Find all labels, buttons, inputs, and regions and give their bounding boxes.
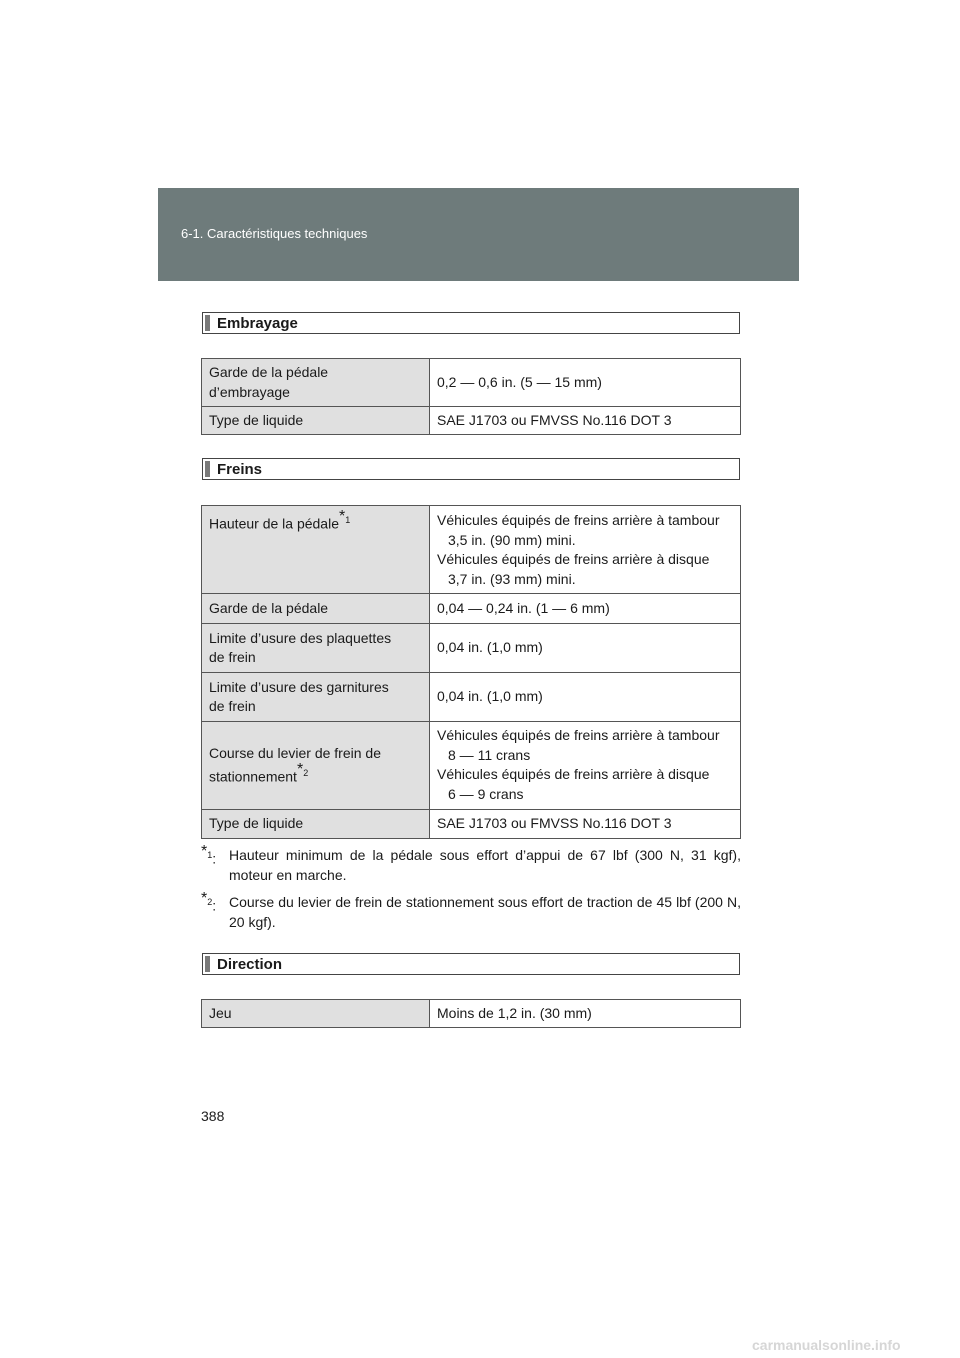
footnote-1 [201,843,741,885]
steering-spec-table [201,999,741,1028]
section-title-steering [202,953,740,975]
section-marker [205,956,210,972]
spec-label: Type de liquide [202,407,430,435]
spec-label: Limite d’usure des plaquettes de frein [202,624,430,673]
table-row [202,624,741,673]
spec-value: SAE J1703 ou FMVSS No.116 DOT 3 [430,407,741,435]
page-number: 388 [201,1108,225,1124]
table-row [202,506,741,594]
brakes-spec-table [201,505,741,839]
spec-value: 0,2 — 0,6 in. (5 — 15 mm) [430,359,741,407]
table-row [202,594,741,624]
footnote-text: Hauteur minimum de la pédale sous effort d’appui de 67 lbf (300 N, 31 kgf), moteur en marche. [229,847,741,883]
table-row [202,407,741,435]
spec-value: Véhicules équipés de freins arrière à tambour 8 — 11 crans Véhicules équipés de freins arrière à disque 6 — 9 crans [430,722,741,810]
spec-value: SAE J1703 ou FMVSS No.116 DOT 3 [430,810,741,839]
section-title-text: Embrayage [217,315,298,332]
spec-value: 0,04 in. (1,0 mm) [430,624,741,673]
spec-label: Limite d’usure des garnitures de frein [202,673,430,722]
section-marker [205,461,210,477]
clutch-spec-table [201,358,741,435]
spec-label: Type de liquide [202,810,430,839]
table-row [202,722,741,810]
spec-value: Moins de 1,2 in. (30 mm) [430,1000,741,1028]
spec-label: Hauteur de la pédale*$^1$ [202,506,430,594]
spec-label: Course du levier de frein de stationnement*$^2$ [202,722,430,810]
section-marker [205,315,210,331]
table-row [202,1000,741,1028]
footnote-2 [201,890,741,932]
footnote-marker: *$^2$: [201,890,217,914]
table-row [202,810,741,839]
table-row [202,359,741,407]
footnote-marker: *$^1$: [201,843,217,867]
spec-label: Garde de la pédale d’embrayage [202,359,430,407]
spec-value: 0,04 in. (1,0 mm) [430,673,741,722]
section-title-clutch [202,312,740,334]
breadcrumb: 6-1. Caractéristiques techniques [181,226,368,241]
spec-label: Garde de la pédale [202,594,430,624]
table-row [202,673,741,722]
spec-value: Véhicules équipés de freins arrière à tambour 3,5 in. (90 mm) mini. Véhicules équipés de freins arrière à disque 3,7 in. (93 mm) mini. [430,506,741,594]
spec-label: Jeu [202,1000,430,1028]
section-title-text: Freins [217,461,263,478]
section-title-text: Direction [217,956,283,973]
watermark: carmanualsonline.info [752,1337,901,1353]
footnote-text: Course du levier de frein de stationnement sous effort de traction de 45 lbf (200 N, 20 kgf). [229,894,741,930]
chapter-header [158,188,799,281]
section-title-brakes [202,458,740,480]
spec-value: 0,04 — 0,24 in. (1 — 6 mm) [430,594,741,624]
